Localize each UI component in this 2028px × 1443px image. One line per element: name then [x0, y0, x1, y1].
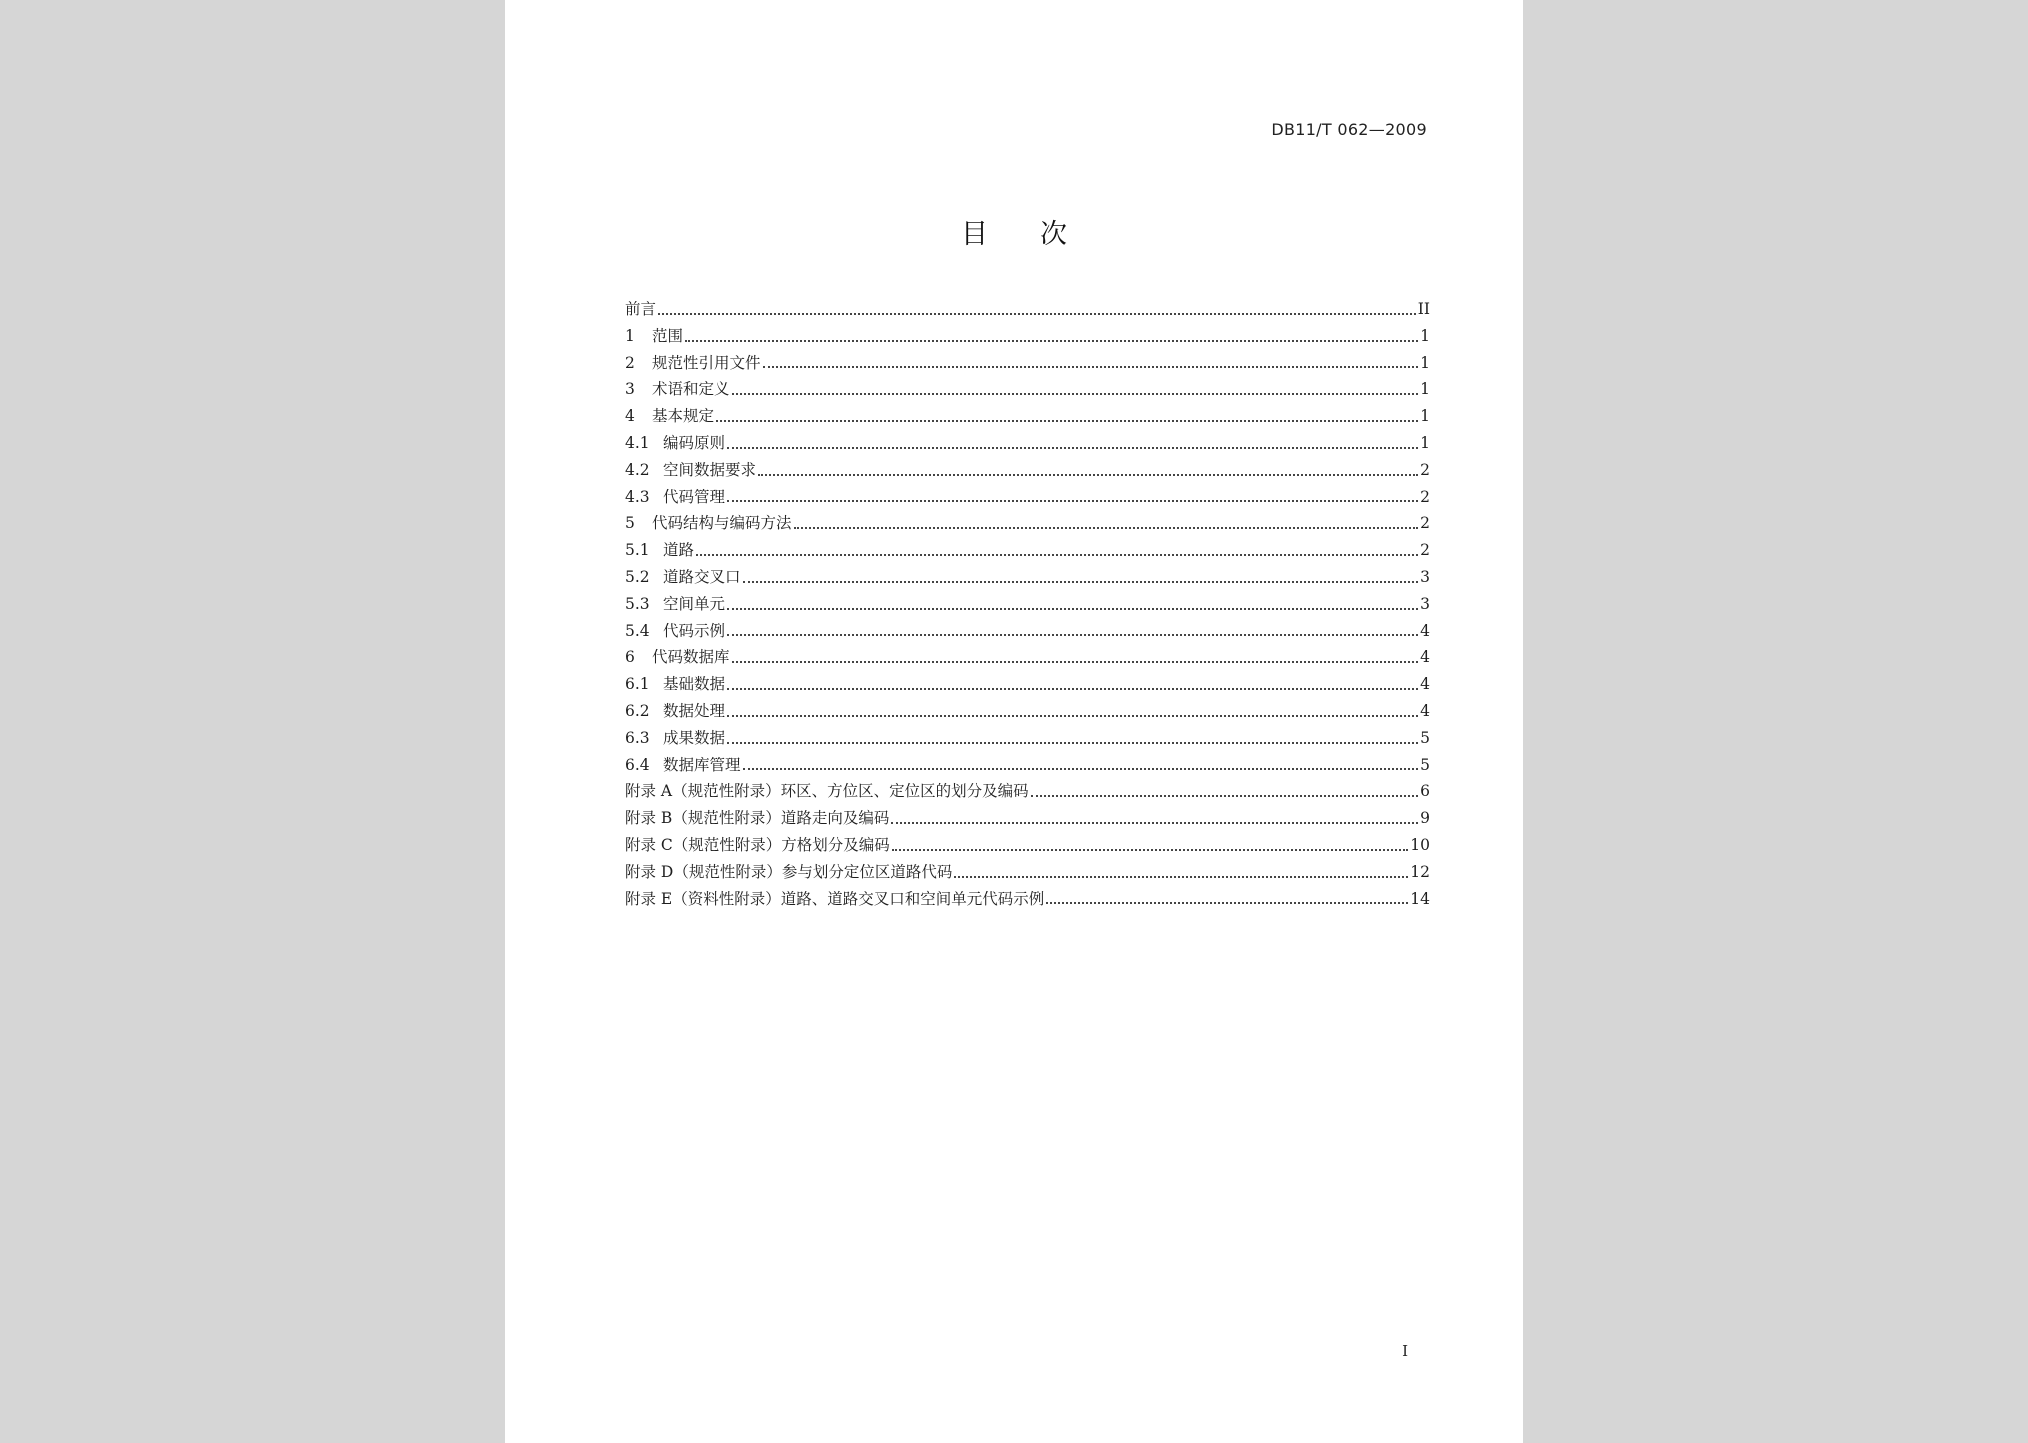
toc-entry-label: 编码原则: [663, 433, 726, 452]
toc-entry-number: 6.4: [625, 755, 650, 774]
toc-entry-label: 附录 A（规范性附录）环区、方位区、定位区的划分及编码: [625, 782, 1029, 801]
toc-entry-number: 5.2: [625, 567, 650, 586]
toc-entry[interactable]: [625, 644, 1430, 671]
toc-entry-page: 1: [1420, 353, 1430, 372]
toc-entry-page: 4: [1420, 621, 1430, 640]
page-number: I: [1402, 1342, 1408, 1360]
toc-entry[interactable]: [625, 591, 1430, 618]
toc-entry[interactable]: [625, 618, 1430, 645]
toc-entry-number: 5.3: [625, 594, 650, 613]
toc-entry-page: 4: [1420, 675, 1430, 694]
toc-dot-leader: [891, 821, 1418, 824]
toc-entry-label: 附录 E（资料性附录）道路、道路交叉口和空间单元代码示例: [625, 889, 1045, 908]
toc-dot-leader: [727, 741, 1418, 744]
toc-entry[interactable]: [625, 457, 1430, 484]
toc-entry-page: 2: [1420, 460, 1430, 479]
toc-entry[interactable]: [625, 564, 1430, 591]
toc-entry[interactable]: [625, 510, 1430, 537]
toc-entry-number: 6: [625, 648, 635, 667]
toc-entry[interactable]: [625, 484, 1430, 511]
toc-entry-number: 1: [625, 326, 635, 345]
toc-entry-label: 附录 C（规范性附录）方格划分及编码: [625, 835, 890, 854]
toc-entry[interactable]: [625, 698, 1430, 725]
toc-dot-leader: [743, 767, 1419, 770]
toc-dot-leader: [1031, 794, 1419, 797]
toc-entry-label: 代码数据库: [652, 648, 730, 667]
toc-dot-leader: [685, 339, 1418, 342]
toc-dot-leader: [743, 580, 1419, 583]
toc-entry-label: 附录 D（规范性附录）参与划分定位区道路代码: [625, 862, 953, 881]
toc-entry[interactable]: [625, 296, 1430, 323]
document-code: DB11/T 062—2009: [1271, 120, 1427, 139]
toc-entry-number: 4.3: [625, 487, 650, 506]
toc-entry-label: 空间数据要求: [663, 460, 757, 479]
document-page: [505, 0, 1523, 1443]
toc-entry-page: 1: [1420, 433, 1430, 452]
toc-entry-page: 4: [1420, 648, 1430, 667]
toc-dot-leader: [794, 526, 1419, 529]
toc-dot-leader: [732, 392, 1419, 395]
toc-dot-leader: [954, 875, 1408, 878]
toc-entry-page: II: [1417, 300, 1430, 318]
toc-entry[interactable]: [625, 403, 1430, 430]
toc-entry-label: 空间单元: [663, 594, 726, 613]
toc-entry[interactable]: [625, 859, 1430, 886]
toc-entry-number: 6.3: [625, 728, 650, 747]
toc-entry-page: 4: [1420, 701, 1430, 720]
toc-entry-page: 10: [1410, 835, 1430, 854]
toc-entry-label: 成果数据: [663, 728, 726, 747]
toc-dot-leader: [732, 660, 1419, 663]
toc-entry-page: 6: [1420, 782, 1430, 801]
toc-entry-page: 3: [1420, 594, 1430, 613]
toc-entry-label: 代码示例: [663, 621, 726, 640]
toc-entry-page: 2: [1420, 487, 1430, 506]
toc-entry-label: 数据库管理: [663, 755, 741, 774]
toc-entry-page: 5: [1420, 755, 1430, 774]
toc-entry[interactable]: [625, 752, 1430, 779]
toc-entry-page: 1: [1420, 326, 1430, 345]
toc-entry-number: 4.1: [625, 433, 650, 452]
toc-dot-leader: [1046, 901, 1408, 904]
toc-entry[interactable]: [625, 778, 1430, 805]
toc-entry-number: 4: [625, 407, 635, 426]
toc-dot-leader: [763, 365, 1419, 368]
toc-entry-number: 5.4: [625, 621, 650, 640]
toc-entry-label: 道路交叉口: [663, 567, 741, 586]
toc-entry[interactable]: [625, 832, 1430, 859]
toc-entry-label: 代码管理: [663, 487, 726, 506]
toc-entry[interactable]: [625, 350, 1430, 377]
toc-entry-page: 1: [1420, 407, 1430, 426]
toc-title: 目次: [961, 219, 1119, 250]
toc-entry-number: 5: [625, 514, 635, 533]
toc-entry-page: 14: [1410, 889, 1430, 908]
toc-entry[interactable]: [625, 886, 1430, 913]
toc-entry-label: 道路: [663, 541, 695, 560]
toc-entry[interactable]: [625, 805, 1430, 832]
toc-entry-label: 基础数据: [663, 675, 726, 694]
toc-dot-leader: [727, 446, 1418, 449]
toc-entry-label: 基本规定: [652, 407, 715, 426]
toc-entry-page: 12: [1410, 862, 1430, 881]
toc-dot-leader: [758, 473, 1418, 476]
toc-entry-page: 9: [1420, 809, 1430, 828]
table-of-contents: [625, 296, 1430, 912]
toc-entry[interactable]: [625, 323, 1430, 350]
toc-dot-leader: [658, 312, 1416, 315]
toc-dot-leader: [696, 553, 1418, 556]
toc-entry[interactable]: [625, 376, 1430, 403]
toc-entry-page: 2: [1420, 541, 1430, 560]
toc-entry-number: 4.2: [625, 460, 650, 479]
toc-entry-label: 数据处理: [663, 701, 726, 720]
toc-dot-leader: [727, 714, 1418, 717]
toc-entry-number: 2: [625, 353, 635, 372]
toc-entry-number: 6.2: [625, 701, 650, 720]
toc-entry-number: 6.1: [625, 675, 650, 694]
toc-entry-number: 3: [625, 380, 635, 399]
toc-entry-label: 代码结构与编码方法: [652, 514, 792, 533]
toc-dot-leader: [727, 687, 1418, 690]
toc-entry[interactable]: [625, 430, 1430, 457]
toc-entry-page: 1: [1420, 380, 1430, 399]
toc-entry-number: 5.1: [625, 541, 650, 560]
toc-entry-label: 附录 B（规范性附录）道路走向及编码: [625, 809, 890, 828]
toc-entry[interactable]: [625, 671, 1430, 698]
toc-entry-label: 规范性引用文件: [652, 353, 761, 372]
toc-entry[interactable]: [625, 725, 1430, 752]
toc-entry[interactable]: [625, 537, 1430, 564]
toc-dot-leader: [727, 607, 1418, 610]
toc-entry-label: 范围: [652, 326, 684, 345]
toc-entry-page: 3: [1420, 567, 1430, 586]
toc-entry-label: 术语和定义: [652, 380, 730, 399]
toc-dot-leader: [892, 848, 1408, 851]
toc-dot-leader: [727, 499, 1418, 502]
toc-dot-leader: [727, 633, 1418, 636]
toc-entry-page: 5: [1420, 728, 1430, 747]
toc-dot-leader: [716, 419, 1418, 422]
toc-entry-label: 前言: [625, 300, 657, 318]
toc-entry-page: 2: [1420, 514, 1430, 533]
